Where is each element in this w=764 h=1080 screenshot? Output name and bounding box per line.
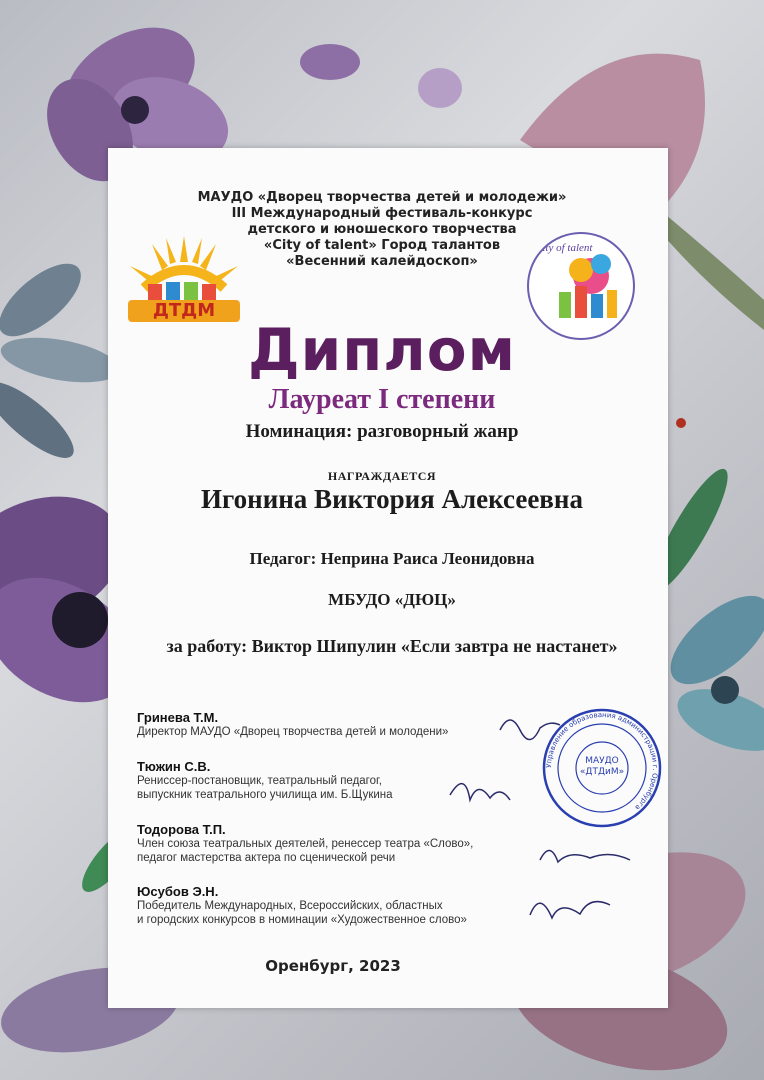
signatory-desc: Рениссер-постановщик, театральный педагог, xyxy=(137,775,382,787)
signatory-name: Тодорова Т.П. xyxy=(137,822,226,837)
signature-2 xyxy=(450,784,510,800)
diploma-title: Диплом xyxy=(247,316,517,384)
signatory-desc: Член союза театральных деятелей, ренессер театра «Слово», xyxy=(137,838,474,850)
stamp-ring-text: Управление образования администрации г. Оренбурга xyxy=(544,710,660,812)
signatory-4 xyxy=(137,884,467,927)
stamp-center-line-2: «ДТДиМ» xyxy=(579,767,625,777)
signatory-desc: Директор МАУДО «Дворец творчества детей и молодени» xyxy=(137,726,449,738)
header-line-2: III Международный фестиваль-конкурс xyxy=(231,206,533,221)
official-stamp xyxy=(540,706,664,830)
organization-label: МБУДО «ДЮЦ» xyxy=(328,590,456,609)
signatory-name: Юсубов Э.Н. xyxy=(137,884,219,899)
awarded-label: НАГРАЖДАЕТСЯ xyxy=(327,469,437,483)
work-label: за работу: Виктор Шипулин «Если завтра не настанет» xyxy=(166,636,618,656)
signatory-desc: выпускник театрального училища им. Б.Щукина xyxy=(137,789,393,801)
signatory-name: Тюжин С.В. xyxy=(137,759,211,774)
nomination-label: Номинация: разговорный жанр xyxy=(245,421,519,442)
teacher-label: Педагог: Неприна Раиса Леонидовна xyxy=(249,549,535,568)
header-line-3: детского и юношеского творчества xyxy=(247,222,517,237)
bud-top xyxy=(300,44,360,80)
header-line-5: «Весенний калейдоскоп» xyxy=(286,254,478,269)
logo-city-text: City of talent xyxy=(535,242,593,254)
signatory-2 xyxy=(137,759,393,802)
signatory-desc: Победитель Международных, Всероссийских, областных xyxy=(137,900,443,912)
bud-top-right xyxy=(418,68,462,108)
signatory-desc: педагог мастерства актера по сценической речи xyxy=(137,852,396,864)
signatory-name: Гринева Т.М. xyxy=(137,710,219,725)
header-line-4: «City of talent» Город талантов xyxy=(263,238,501,253)
awardee-name: Игонина Виктория Алексеевна xyxy=(201,484,583,514)
signature-4 xyxy=(530,902,610,918)
logo-dtdm-text: ДТДМ xyxy=(152,300,216,321)
signatory-3 xyxy=(137,822,473,865)
logo-dtdm xyxy=(122,232,246,324)
header-line-1: МАУДО «Дворец творчества детей и молодежи» xyxy=(197,190,567,205)
city-year: Оренбург, 2023 xyxy=(265,957,401,975)
degree-label: Лауреат I степени xyxy=(268,384,496,415)
signature-3 xyxy=(540,850,630,862)
signatory-desc: и городских конкурсов в номинации «Художественное слово» xyxy=(137,914,467,926)
signatory-1 xyxy=(137,710,448,739)
stamp-center-line-1: МАУДО xyxy=(585,756,619,766)
